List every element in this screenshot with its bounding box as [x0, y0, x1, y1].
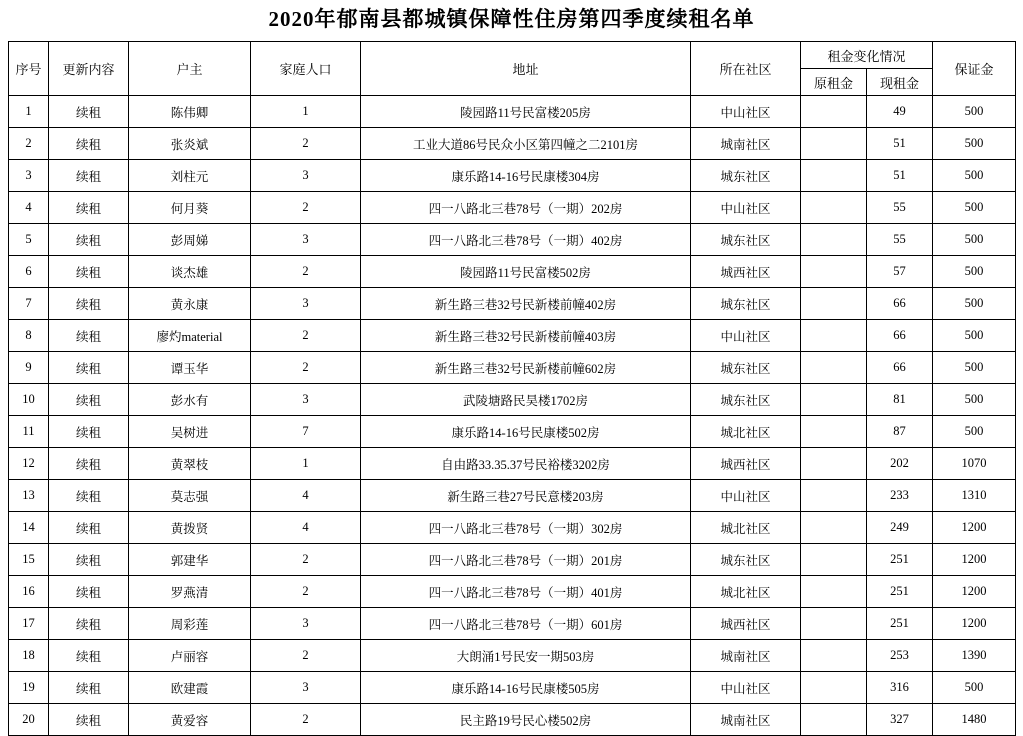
cell-address: 大朗涌1号民安一期503房: [361, 640, 691, 672]
column-header-old-rent: 原租金: [801, 69, 867, 96]
cell-new-rent: 316: [867, 672, 933, 704]
cell-new-rent: 233: [867, 480, 933, 512]
cell-community: 城东社区: [691, 160, 801, 192]
cell-address: 四一八路北三巷78号（一期）302房: [361, 512, 691, 544]
cell-family-size: 1: [251, 448, 361, 480]
cell-old-rent: [801, 480, 867, 512]
cell-old-rent: [801, 544, 867, 576]
cell-owner: 黄拨贤: [129, 512, 251, 544]
cell-address: 陵园路11号民富楼502房: [361, 256, 691, 288]
table-row: [9, 352, 1016, 384]
cell-family-size: 3: [251, 384, 361, 416]
cell-new-rent: 327: [867, 704, 933, 736]
cell-community: 城东社区: [691, 224, 801, 256]
cell-update: 续租: [49, 224, 129, 256]
cell-community: 城西社区: [691, 256, 801, 288]
cell-old-rent: [801, 352, 867, 384]
cell-seq: 14: [9, 512, 49, 544]
cell-community: 城南社区: [691, 128, 801, 160]
cell-update: 续租: [49, 544, 129, 576]
cell-new-rent: 251: [867, 608, 933, 640]
table-row: [9, 416, 1016, 448]
cell-old-rent: [801, 416, 867, 448]
cell-seq: 18: [9, 640, 49, 672]
column-header-update: 更新内容: [49, 42, 129, 96]
cell-old-rent: [801, 256, 867, 288]
cell-seq: 5: [9, 224, 49, 256]
table-row: [9, 160, 1016, 192]
table-row: [9, 288, 1016, 320]
cell-seq: 20: [9, 704, 49, 736]
cell-new-rent: 81: [867, 384, 933, 416]
cell-update: 续租: [49, 704, 129, 736]
cell-update: 续租: [49, 640, 129, 672]
cell-old-rent: [801, 512, 867, 544]
cell-community: 城东社区: [691, 544, 801, 576]
cell-seq: 2: [9, 128, 49, 160]
cell-seq: 19: [9, 672, 49, 704]
cell-address: 陵园路11号民富楼205房: [361, 96, 691, 128]
cell-family-size: 3: [251, 160, 361, 192]
column-header-new-rent: 现租金: [867, 69, 933, 96]
cell-address: 四一八路北三巷78号（一期）401房: [361, 576, 691, 608]
cell-update: 续租: [49, 512, 129, 544]
cell-community: 中山社区: [691, 96, 801, 128]
cell-update: 续租: [49, 672, 129, 704]
cell-deposit: 1480: [933, 704, 1016, 736]
cell-deposit: 500: [933, 320, 1016, 352]
cell-update: 续租: [49, 128, 129, 160]
cell-seq: 4: [9, 192, 49, 224]
table-row: [9, 256, 1016, 288]
cell-address: 四一八路北三巷78号（一期）601房: [361, 608, 691, 640]
cell-community: 中山社区: [691, 192, 801, 224]
table-row: [9, 128, 1016, 160]
cell-seq: 3: [9, 160, 49, 192]
table-body: [9, 96, 1016, 736]
cell-family-size: 3: [251, 224, 361, 256]
cell-address: 四一八路北三巷78号（一期）402房: [361, 224, 691, 256]
cell-owner: 陈伟卿: [129, 96, 251, 128]
cell-family-size: 4: [251, 480, 361, 512]
cell-owner: 郭建华: [129, 544, 251, 576]
cell-seq: 17: [9, 608, 49, 640]
cell-family-size: 2: [251, 352, 361, 384]
cell-owner: 罗燕清: [129, 576, 251, 608]
cell-new-rent: 202: [867, 448, 933, 480]
cell-new-rent: 66: [867, 352, 933, 384]
cell-owner: 黄永康: [129, 288, 251, 320]
column-header-seq: 序号: [9, 42, 49, 96]
cell-new-rent: 253: [867, 640, 933, 672]
cell-deposit: 1200: [933, 512, 1016, 544]
cell-old-rent: [801, 704, 867, 736]
cell-community: 城东社区: [691, 288, 801, 320]
cell-owner: 何月葵: [129, 192, 251, 224]
cell-update: 续租: [49, 192, 129, 224]
table-row: [9, 640, 1016, 672]
cell-address: 自由路33.35.37号民裕楼3202房: [361, 448, 691, 480]
cell-seq: 7: [9, 288, 49, 320]
cell-owner: 黄翠枝: [129, 448, 251, 480]
table-row: [9, 192, 1016, 224]
cell-deposit: 500: [933, 288, 1016, 320]
cell-deposit: 1200: [933, 608, 1016, 640]
cell-address: 新生路三巷32号民新楼前幢402房: [361, 288, 691, 320]
cell-owner: 廖灼material: [129, 320, 251, 352]
cell-address: 康乐路14-16号民康楼505房: [361, 672, 691, 704]
table-row: [9, 512, 1016, 544]
cell-seq: 15: [9, 544, 49, 576]
cell-owner: 谭玉华: [129, 352, 251, 384]
column-header-rent-change-group: 租金变化情况: [801, 42, 933, 69]
page-title: 2020年郁南县都城镇保障性住房第四季度续租名单: [268, 7, 755, 31]
column-header-owner: 户主: [129, 42, 251, 96]
cell-owner: 吴树进: [129, 416, 251, 448]
cell-seq: 6: [9, 256, 49, 288]
cell-new-rent: 57: [867, 256, 933, 288]
cell-family-size: 7: [251, 416, 361, 448]
cell-seq: 8: [9, 320, 49, 352]
cell-new-rent: 66: [867, 288, 933, 320]
cell-address: 新生路三巷27号民意楼203房: [361, 480, 691, 512]
cell-address: 新生路三巷32号民新楼前幢602房: [361, 352, 691, 384]
cell-old-rent: [801, 128, 867, 160]
cell-owner: 黄爱容: [129, 704, 251, 736]
cell-family-size: 3: [251, 672, 361, 704]
cell-owner: 刘柱元: [129, 160, 251, 192]
cell-community: 城西社区: [691, 448, 801, 480]
cell-community: 中山社区: [691, 672, 801, 704]
table-row: [9, 224, 1016, 256]
cell-address: 武陵塘路民昊楼1702房: [361, 384, 691, 416]
cell-new-rent: 51: [867, 160, 933, 192]
cell-old-rent: [801, 608, 867, 640]
cell-old-rent: [801, 384, 867, 416]
cell-owner: 欧建霞: [129, 672, 251, 704]
cell-seq: 13: [9, 480, 49, 512]
cell-old-rent: [801, 192, 867, 224]
cell-family-size: 2: [251, 192, 361, 224]
table-row: [9, 544, 1016, 576]
cell-update: 续租: [49, 480, 129, 512]
cell-new-rent: 87: [867, 416, 933, 448]
cell-update: 续租: [49, 576, 129, 608]
cell-deposit: 500: [933, 160, 1016, 192]
cell-deposit: 500: [933, 96, 1016, 128]
cell-address: 民主路19号民心楼502房: [361, 704, 691, 736]
cell-owner: 卢丽容: [129, 640, 251, 672]
cell-owner: 谈杰雄: [129, 256, 251, 288]
cell-address: 四一八路北三巷78号（一期）202房: [361, 192, 691, 224]
cell-family-size: 2: [251, 320, 361, 352]
cell-seq: 9: [9, 352, 49, 384]
cell-seq: 16: [9, 576, 49, 608]
cell-update: 续租: [49, 288, 129, 320]
cell-family-size: 3: [251, 608, 361, 640]
cell-deposit: 1310: [933, 480, 1016, 512]
cell-address: 工业大道86号民众小区第四幢之二2101房: [361, 128, 691, 160]
cell-deposit: 1200: [933, 576, 1016, 608]
cell-owner: 莫志强: [129, 480, 251, 512]
cell-family-size: 2: [251, 256, 361, 288]
cell-old-rent: [801, 224, 867, 256]
cell-community: 城北社区: [691, 576, 801, 608]
cell-family-size: 2: [251, 544, 361, 576]
cell-family-size: 2: [251, 704, 361, 736]
cell-community: 城东社区: [691, 352, 801, 384]
column-header-address: 地址: [361, 42, 691, 96]
cell-deposit: 500: [933, 256, 1016, 288]
cell-owner: 张炎斌: [129, 128, 251, 160]
cell-deposit: 500: [933, 384, 1016, 416]
cell-owner: 彭周娣: [129, 224, 251, 256]
cell-address: 康乐路14-16号民康楼502房: [361, 416, 691, 448]
cell-address: 康乐路14-16号民康楼304房: [361, 160, 691, 192]
cell-family-size: 4: [251, 512, 361, 544]
cell-update: 续租: [49, 352, 129, 384]
cell-old-rent: [801, 672, 867, 704]
cell-old-rent: [801, 448, 867, 480]
cell-old-rent: [801, 640, 867, 672]
cell-seq: 11: [9, 416, 49, 448]
table-row: [9, 96, 1016, 128]
column-header-community: 所在社区: [691, 42, 801, 96]
cell-community: 中山社区: [691, 480, 801, 512]
column-header-deposit: 保证金: [933, 42, 1016, 96]
cell-new-rent: 249: [867, 512, 933, 544]
table-row: [9, 672, 1016, 704]
cell-family-size: 2: [251, 128, 361, 160]
cell-new-rent: 251: [867, 576, 933, 608]
cell-deposit: 500: [933, 352, 1016, 384]
cell-community: 城南社区: [691, 704, 801, 736]
cell-old-rent: [801, 160, 867, 192]
cell-update: 续租: [49, 256, 129, 288]
cell-community: 城北社区: [691, 512, 801, 544]
cell-deposit: 500: [933, 416, 1016, 448]
cell-family-size: 2: [251, 640, 361, 672]
table-row: [9, 704, 1016, 736]
cell-old-rent: [801, 96, 867, 128]
table-row: [9, 384, 1016, 416]
cell-old-rent: [801, 320, 867, 352]
cell-family-size: 1: [251, 96, 361, 128]
cell-new-rent: 251: [867, 544, 933, 576]
cell-seq: 10: [9, 384, 49, 416]
renewal-list-table: [8, 41, 1016, 736]
cell-community: 城北社区: [691, 416, 801, 448]
cell-seq: 1: [9, 96, 49, 128]
table-header: [9, 42, 1016, 96]
cell-deposit: 1390: [933, 640, 1016, 672]
cell-seq: 12: [9, 448, 49, 480]
cell-update: 续租: [49, 608, 129, 640]
cell-new-rent: 66: [867, 320, 933, 352]
cell-owner: 周彩莲: [129, 608, 251, 640]
cell-update: 续租: [49, 320, 129, 352]
cell-address: 四一八路北三巷78号（一期）201房: [361, 544, 691, 576]
column-header-family-size: 家庭人口: [251, 42, 361, 96]
cell-deposit: 1200: [933, 544, 1016, 576]
cell-community: 中山社区: [691, 320, 801, 352]
cell-new-rent: 55: [867, 224, 933, 256]
cell-deposit: 500: [933, 192, 1016, 224]
cell-family-size: 2: [251, 576, 361, 608]
cell-update: 续租: [49, 96, 129, 128]
cell-old-rent: [801, 288, 867, 320]
cell-new-rent: 49: [867, 96, 933, 128]
table-header-row-1: [9, 42, 1016, 69]
cell-old-rent: [801, 576, 867, 608]
cell-deposit: 500: [933, 224, 1016, 256]
cell-deposit: 500: [933, 672, 1016, 704]
cell-new-rent: 51: [867, 128, 933, 160]
cell-family-size: 3: [251, 288, 361, 320]
cell-deposit: 500: [933, 128, 1016, 160]
cell-new-rent: 55: [867, 192, 933, 224]
cell-community: 城东社区: [691, 384, 801, 416]
cell-deposit: 1070: [933, 448, 1016, 480]
table-row: [9, 320, 1016, 352]
table-row: [9, 608, 1016, 640]
cell-update: 续租: [49, 416, 129, 448]
table-row: [9, 576, 1016, 608]
cell-update: 续租: [49, 384, 129, 416]
cell-community: 城西社区: [691, 608, 801, 640]
cell-address: 新生路三巷32号民新楼前幢403房: [361, 320, 691, 352]
table-row: [9, 480, 1016, 512]
cell-owner: 彭水有: [129, 384, 251, 416]
cell-update: 续租: [49, 160, 129, 192]
cell-community: 城南社区: [691, 640, 801, 672]
table-row: [9, 448, 1016, 480]
cell-update: 续租: [49, 448, 129, 480]
